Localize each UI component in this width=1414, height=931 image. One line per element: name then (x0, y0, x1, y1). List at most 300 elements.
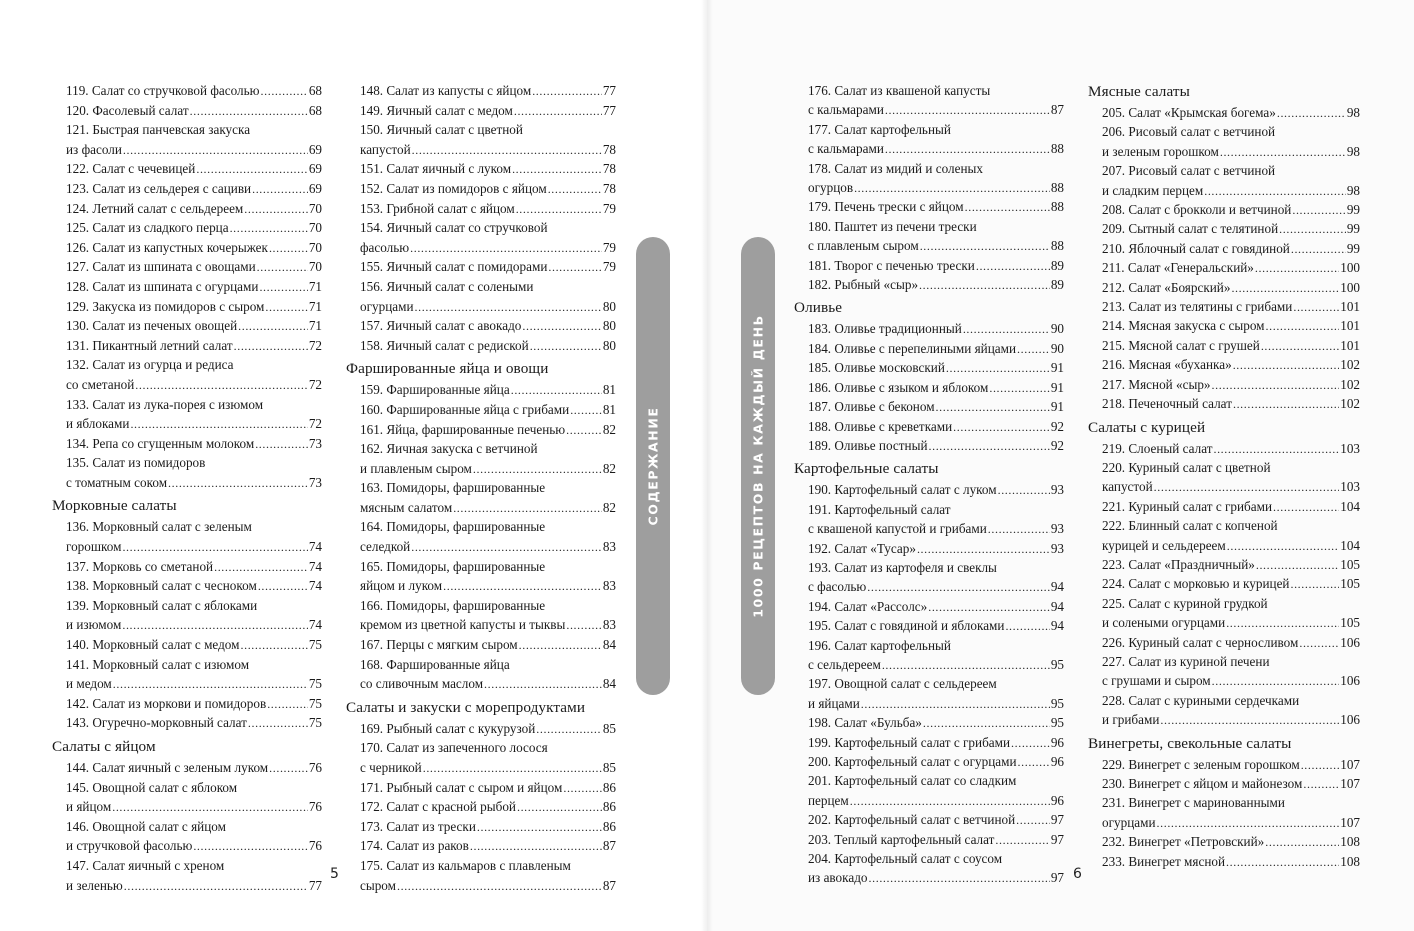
dot-leader (470, 840, 602, 853)
toc-entry-line (66, 694, 322, 714)
toc-entry-line (1102, 536, 1360, 555)
entry-page-number: 74 (308, 617, 322, 633)
side-tab-right (741, 237, 775, 695)
dot-leader (168, 477, 308, 490)
toc-entry (1088, 774, 1360, 793)
page-number-left: 5 (330, 866, 339, 882)
dot-leader (252, 183, 308, 196)
entry-page-number: 91 (1050, 360, 1064, 376)
entry-title: курицей и сельдереем (1102, 537, 1226, 553)
toc-entry-line (66, 375, 322, 395)
toc-entry-line (808, 417, 1064, 436)
entry-title: 121. Быстрая панчевская закуска (66, 122, 251, 138)
entry-title: 221. Куриный салат с грибами (1102, 498, 1273, 514)
entry-title: 157. Яичный салат с авокадо (360, 318, 522, 334)
toc-entry-line (66, 140, 322, 160)
entry-title: 181. Творог с печенью трески (808, 257, 975, 273)
entry-page-number: 71 (308, 318, 322, 334)
toc-entry (1088, 161, 1360, 200)
entry-title: 129. Закуска из помидоров с сыром (66, 298, 265, 314)
entry-page-number: 76 (308, 799, 322, 815)
entry-title: и грибами (1102, 712, 1160, 728)
toc-entry (794, 159, 1064, 198)
entry-title: огурцами (1102, 814, 1156, 830)
dot-leader (443, 580, 602, 593)
toc-entry (1088, 755, 1360, 774)
entry-title: селедкой (360, 539, 411, 555)
toc-entry-line (808, 810, 1064, 829)
toc-entry-line (808, 577, 1064, 596)
toc-entry-line (66, 758, 322, 778)
entry-page-number: 86 (602, 779, 616, 795)
toc-entry (1088, 793, 1360, 832)
entry-title: 151. Салат яичный с луком (360, 161, 512, 177)
toc-entry-line (1102, 710, 1360, 729)
toc-entry-line (66, 856, 322, 876)
toc-entry (346, 420, 616, 440)
entry-title: 126. Салат из капустных кочерыжек (66, 239, 268, 255)
toc-entry (794, 713, 1064, 732)
toc-entry (52, 434, 322, 454)
toc-entry-line (66, 473, 322, 493)
toc-entry-line (808, 636, 1064, 655)
toc-entry-line (360, 439, 616, 459)
entry-page-number: 96 (1050, 734, 1064, 750)
entry-title: с кальмарами (808, 102, 884, 118)
entry-title: 176. Салат из квашеной капусты (808, 83, 991, 98)
entry-title: 233. Винегрет мясной (1102, 853, 1226, 869)
dot-leader (1005, 620, 1049, 633)
toc-entry-line (808, 319, 1064, 338)
toc-entry-line (1102, 219, 1360, 238)
toc-entry (1088, 633, 1360, 652)
entry-page-number: 75 (308, 695, 322, 711)
entry-title: 154. Яичный салат со стручковой (360, 220, 548, 236)
toc-entry (794, 810, 1064, 829)
toc-entry (794, 275, 1064, 294)
section-heading: Морковные салаты (52, 497, 177, 515)
dot-leader (124, 880, 308, 893)
toc-entry-line (808, 694, 1064, 713)
toc-entry (1088, 219, 1360, 238)
entry-title: 168. Фаршированные яйца (360, 656, 510, 672)
dot-leader (850, 795, 1050, 808)
entry-title: 147. Салат яичный с хреном (66, 857, 225, 873)
entry-title: 186. Оливье с языком и яблоком (808, 379, 989, 395)
toc-entry-line (808, 733, 1064, 752)
dot-leader (989, 382, 1049, 395)
toc-entry-line (360, 420, 616, 440)
dot-leader (410, 242, 602, 255)
entry-page-number: 88 (1050, 199, 1064, 215)
entry-page-number: 106 (1340, 712, 1360, 728)
entry-page-number: 87 (602, 877, 616, 893)
entry-title: 194. Салат «Рассолс» (808, 598, 928, 614)
entry-page-number: 88 (1050, 238, 1064, 254)
entry-title: с черникой (360, 760, 422, 775)
entry-page-number: 80 (602, 298, 616, 314)
dot-leader (113, 678, 308, 691)
section-heading: Картофельные салаты (794, 460, 939, 478)
dot-leader (511, 384, 602, 397)
entry-title: сыром (360, 877, 396, 893)
toc-column-1 (52, 81, 322, 895)
entry-title: 187. Оливье с беконом (808, 399, 935, 415)
entry-page-number: 82 (602, 460, 616, 476)
toc-entry-line (66, 179, 322, 199)
toc-entry (52, 238, 322, 258)
entry-title: 169. Рыбный салат с кукурузой (360, 720, 536, 736)
entry-title: 135. Салат из помидоров (66, 455, 206, 471)
entry-title: и солеными огурцами (1102, 615, 1226, 631)
dot-leader (953, 421, 1050, 434)
dot-leader (936, 401, 1050, 414)
entry-title: 130. Салат из печеных овощей (66, 318, 238, 334)
entry-page-number: 83 (602, 578, 616, 594)
toc-entry (794, 849, 1064, 888)
entry-title: с фасолью (808, 579, 867, 595)
entry-page-number: 78 (602, 161, 616, 177)
toc-entry-line (808, 256, 1064, 275)
entry-title: 226. Куриный салат с черносливом (1102, 634, 1299, 650)
entry-page-number: 78 (602, 180, 616, 196)
toc-entry-line (808, 139, 1064, 158)
dot-leader (265, 301, 307, 314)
dot-leader (563, 782, 601, 795)
toc-entry (1088, 458, 1360, 497)
dot-leader (238, 320, 308, 333)
entry-title: и зеленью (66, 877, 123, 893)
entry-title: 223. Салат «Праздничный» (1102, 556, 1255, 572)
toc-entry-line (1102, 574, 1360, 593)
entry-title: и яйцом (66, 799, 112, 815)
page-number-right: 6 (1073, 866, 1082, 882)
toc-entry-line (1102, 316, 1360, 335)
dot-leader (988, 523, 1050, 536)
entry-title: с томатным соком (66, 474, 168, 490)
toc-entry-line (1102, 793, 1360, 812)
toc-entry-line (808, 480, 1064, 499)
toc-entry (1088, 200, 1360, 219)
entry-page-number: 87 (602, 838, 616, 854)
toc-entry (1088, 258, 1360, 277)
toc-entry-line (1102, 181, 1360, 200)
toc-entry-line (808, 616, 1064, 635)
entry-title: 192. Салат «Тусар» (808, 540, 916, 556)
entry-page-number: 71 (308, 298, 322, 314)
toc-entry-line (66, 297, 322, 317)
dot-leader (1154, 481, 1340, 494)
dot-leader (1226, 856, 1339, 869)
entry-page-number: 86 (602, 799, 616, 815)
dot-leader (532, 85, 602, 98)
entry-title: 189. Оливье постный (808, 437, 928, 453)
dot-leader (214, 561, 308, 574)
dot-leader (477, 821, 602, 834)
entry-title: 195. Салат с говядиной и яблоками (808, 618, 1005, 634)
entry-page-number: 81 (602, 401, 616, 417)
toc-entry-line (66, 537, 322, 557)
entry-page-number: 71 (308, 278, 322, 294)
section-heading: Салаты с яйцом (52, 738, 156, 755)
entry-page-number: 104 (1340, 537, 1360, 553)
dot-leader (923, 717, 1050, 730)
toc-entry (794, 558, 1064, 597)
entry-title: 171. Рыбный салат с сыром и яйцом (360, 779, 563, 795)
entry-title: и зеленым горошком (1102, 143, 1219, 159)
entry-page-number: 80 (602, 337, 616, 353)
entry-title: 198. Салат «Бульба» (808, 715, 922, 731)
toc-entry (346, 655, 616, 694)
toc-entry (346, 478, 616, 517)
entry-title: 229. Винегрет с зеленым горошком (1102, 756, 1300, 772)
entry-page-number: 107 (1340, 776, 1360, 791)
entry-page-number: 99 (1346, 240, 1360, 256)
entry-page-number: 105 (1340, 615, 1360, 631)
toc-entry (346, 797, 616, 817)
toc-entry-line (808, 100, 1064, 119)
dot-leader (1213, 443, 1339, 456)
entry-title: и яблоками (66, 416, 130, 432)
entry-title: 212. Салат «Боярский» (1102, 279, 1231, 295)
entry-title: 174. Салат из раков (360, 838, 469, 854)
entry-page-number: 70 (308, 220, 322, 236)
entry-title: 141. Морковный салат с изюмом (66, 656, 250, 672)
toc-entry-line (360, 758, 616, 778)
dot-leader (1017, 343, 1050, 356)
dot-leader (415, 301, 602, 314)
toc-entry-line (808, 655, 1064, 674)
entry-page-number: 86 (602, 818, 616, 834)
toc-entry (52, 257, 322, 277)
entry-page-number: 84 (602, 637, 616, 653)
dot-leader (112, 801, 308, 814)
toc-entry (1088, 497, 1360, 516)
toc-entry-line (808, 436, 1064, 455)
side-tab-right-label: 1000 РЕЦЕПТОВ НА КАЖДЫЙ ДЕНЬ (750, 314, 766, 618)
toc-entry (794, 319, 1064, 338)
dot-leader (412, 144, 602, 157)
dot-leader (1220, 146, 1346, 159)
entry-title: и медом (66, 676, 112, 692)
entry-title: 170. Салат из запеченного лосося (360, 740, 548, 756)
dot-leader (854, 182, 1050, 195)
toc-entry-line (808, 868, 1064, 887)
entry-page-number: 85 (602, 720, 616, 736)
toc-entry (346, 817, 616, 837)
toc-entry-line (808, 519, 1064, 538)
entry-page-number: 95 (1050, 656, 1064, 672)
entry-page-number: 68 (308, 83, 322, 98)
dot-leader (411, 541, 602, 554)
toc-entry (794, 436, 1064, 455)
toc-entry (346, 159, 616, 179)
dot-leader (920, 240, 1050, 253)
toc-entry-line (360, 140, 616, 160)
entry-title: из авокадо (808, 870, 868, 886)
dot-leader (519, 639, 602, 652)
dot-leader (257, 261, 308, 274)
dot-leader (1226, 617, 1339, 630)
toc-entry (52, 596, 322, 635)
toc-entry-line (1102, 394, 1360, 413)
toc-entry-line (66, 674, 322, 694)
toc-entry (794, 830, 1064, 849)
entry-page-number: 99 (1346, 202, 1360, 218)
dot-leader (522, 320, 601, 333)
toc-entry-line (360, 797, 616, 817)
entry-title: 225. Салат с куриной грудкой (1102, 595, 1268, 611)
toc-entry-line (360, 478, 616, 498)
dot-leader (929, 440, 1050, 453)
entry-title: кремом из цветной капусты и тыквы (360, 617, 566, 633)
entry-title: 220. Куриный салат с цветной (1102, 459, 1271, 475)
entry-title: 178. Салат из мидий и соленых (808, 160, 983, 176)
entry-title: из фасоли (66, 141, 122, 157)
toc-entry-line (66, 778, 322, 798)
toc-entry (346, 380, 616, 400)
entry-title: 159. Фаршированные яйца (360, 382, 510, 398)
entry-page-number: 76 (308, 838, 322, 854)
toc-entry-line (808, 339, 1064, 358)
entry-title: 230. Винегрет с яйцом и майонезом (1102, 776, 1303, 791)
toc-entry-line (1102, 336, 1360, 355)
entry-title: 125. Салат из сладкого перца (66, 220, 229, 236)
toc-entry-line (1102, 142, 1360, 161)
entry-page-number: 73 (308, 474, 322, 490)
dot-leader (130, 418, 307, 431)
toc-entry (52, 635, 322, 655)
dot-leader (122, 541, 307, 554)
dot-leader (473, 463, 602, 476)
entry-title: 179. Печень трески с яйцом (808, 199, 964, 215)
entry-title: огурцами (360, 298, 414, 314)
toc-entry-line (66, 355, 322, 375)
entry-title: 201. Картофельный салат со сладким (808, 773, 1017, 789)
entry-page-number: 77 (308, 877, 322, 893)
dot-leader (241, 639, 308, 652)
right-page (707, 0, 1414, 931)
entry-title: 144. Салат яичный с зеленым луком (66, 760, 269, 775)
toc-entry-line (66, 218, 322, 238)
entry-title: и яйцами (808, 695, 860, 711)
entry-page-number: 72 (308, 376, 322, 392)
dot-leader (267, 698, 308, 711)
entry-title: 149. Яичный салат с медом (360, 102, 513, 118)
toc-entry-line (66, 120, 322, 140)
entry-page-number: 94 (1050, 579, 1064, 595)
dot-leader (259, 281, 307, 294)
dot-leader (244, 203, 308, 216)
toc-entry (1088, 516, 1360, 555)
toc-entry-line (360, 576, 616, 596)
entry-title: 128. Салат из шпината с огурцами (66, 278, 259, 294)
entry-title: 164. Помидоры, фаршированные (360, 519, 546, 535)
entry-page-number: 101 (1340, 299, 1360, 315)
toc-entry (1088, 555, 1360, 574)
entry-page-number: 69 (308, 180, 322, 196)
entry-page-number: 100 (1340, 260, 1360, 276)
dot-leader (1277, 107, 1346, 120)
dot-leader (1233, 398, 1339, 411)
dot-leader (963, 323, 1050, 336)
entry-title: 148. Салат из капусты с яйцом (360, 83, 532, 98)
entry-title: 163. Помидоры, фаршированные (360, 480, 546, 496)
toc-entry-line (360, 238, 616, 258)
dot-leader (867, 581, 1050, 594)
dot-leader (123, 144, 308, 157)
toc-entry-line (808, 159, 1064, 178)
entry-page-number: 76 (308, 760, 322, 775)
entry-page-number: 84 (602, 676, 616, 692)
toc-entry (346, 836, 616, 856)
toc-entry-line (808, 397, 1064, 416)
entry-page-number: 69 (308, 161, 322, 177)
toc-entry-line (66, 336, 322, 356)
entry-title: 209. Сытный салат с телятиной (1102, 221, 1279, 237)
dot-leader (1291, 243, 1346, 256)
entry-title: 160. Фаршированные яйца с грибами (360, 401, 570, 417)
entry-page-number: 72 (308, 337, 322, 353)
toc-entry (346, 517, 616, 556)
entry-page-number: 90 (1050, 340, 1064, 356)
entry-page-number: 103 (1340, 440, 1360, 456)
entry-title: капустой (1102, 479, 1153, 495)
entry-title: 120. Фасолевый салат (66, 102, 189, 118)
dot-leader (1292, 204, 1345, 217)
entry-title: 206. Рисовый салат с ветчиной (1102, 124, 1276, 140)
dot-leader (269, 242, 308, 255)
dot-leader (1273, 501, 1339, 514)
toc-entry (52, 713, 322, 733)
entry-page-number: 98 (1346, 143, 1360, 159)
toc-entry (346, 856, 616, 895)
toc-entry-line (360, 459, 616, 479)
entry-page-number: 98 (1346, 105, 1360, 120)
toc-entry-line (360, 596, 616, 616)
toc-entry-line (1102, 497, 1360, 516)
entry-title: 119. Салат со стручковой фасолью (66, 83, 260, 98)
toc-entry-line (66, 81, 322, 101)
toc-entry-line (360, 719, 616, 739)
toc-entry-line (66, 199, 322, 219)
entry-page-number: 94 (1050, 598, 1064, 614)
toc-entry (1088, 394, 1360, 413)
section-heading: Мясные салаты (1088, 83, 1190, 100)
entry-page-number: 98 (1346, 182, 1360, 198)
toc-entry-line (360, 257, 616, 277)
entry-page-number: 105 (1340, 576, 1360, 592)
dot-leader (995, 834, 1049, 847)
entry-title: 133. Салат из лука-порея с изюмом (66, 396, 264, 412)
toc-entry-line (66, 395, 322, 415)
toc-entry-line (808, 120, 1064, 139)
entry-page-number: 100 (1340, 279, 1360, 295)
entry-page-number: 81 (602, 382, 616, 398)
toc-entry-line (360, 101, 616, 121)
entry-page-number: 88 (1050, 141, 1064, 157)
toc-entry-line (808, 849, 1064, 868)
dot-leader (1290, 578, 1339, 591)
toc-entry (346, 778, 616, 798)
dot-leader (1160, 714, 1339, 727)
dot-leader (869, 872, 1050, 885)
dot-leader (548, 183, 602, 196)
entry-title: 227. Салат из куриной печени (1102, 653, 1270, 669)
toc-entry-line (808, 830, 1064, 849)
entry-page-number: 97 (1050, 812, 1064, 828)
entry-page-number: 79 (602, 200, 616, 216)
